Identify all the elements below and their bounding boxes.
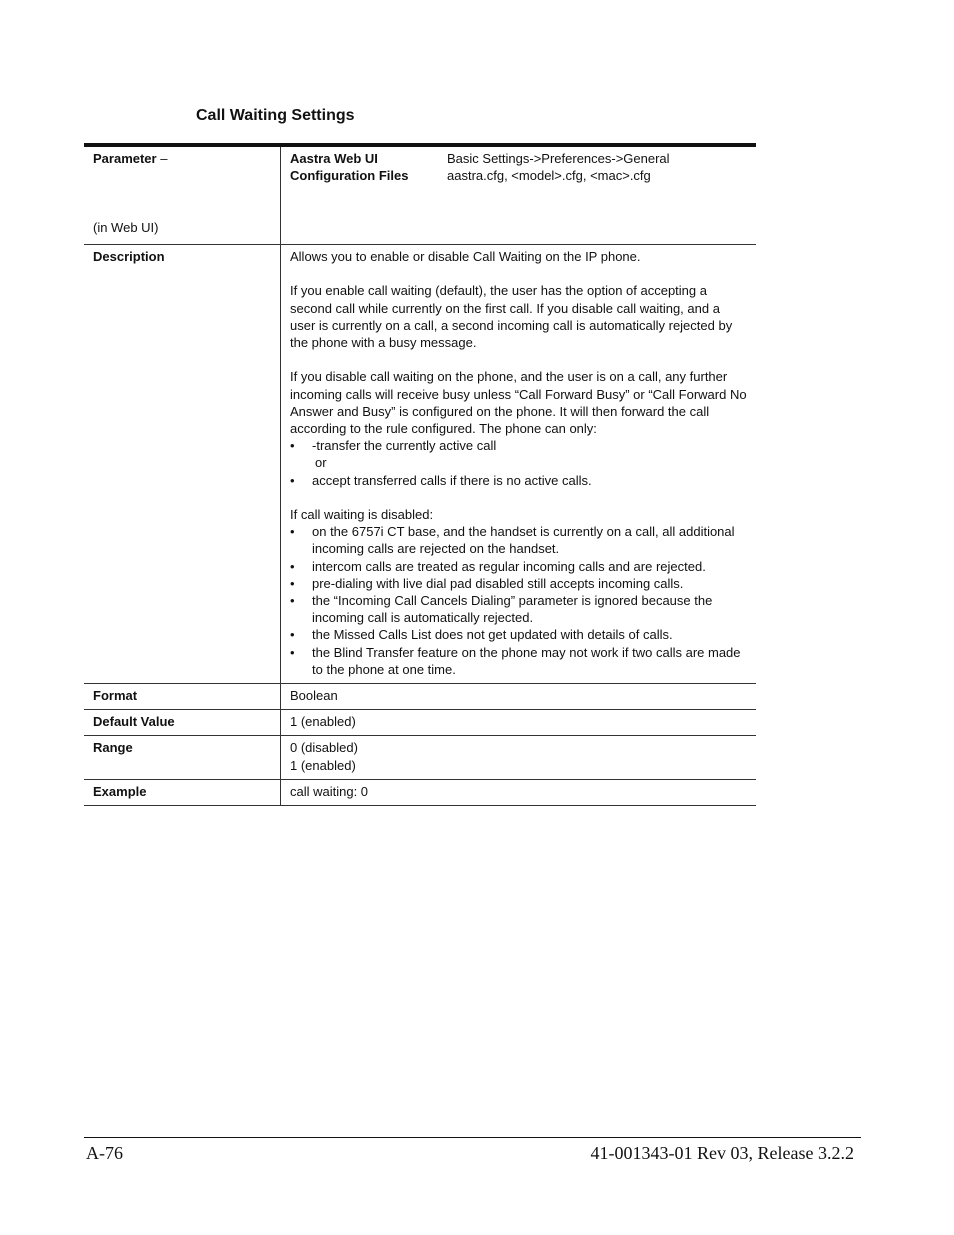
description-paragraph-1: Allows you to enable or disable Call Waiting on the IP phone.	[290, 249, 641, 264]
default-value-value: 1 (enabled)	[281, 710, 757, 736]
format-value: Boolean	[281, 684, 757, 710]
parameter-value-cell	[281, 145, 757, 245]
example-label: Example	[84, 779, 281, 805]
document-id: 41-001343-01 Rev 03, Release 3.2.2	[590, 1143, 854, 1163]
config-files-key: Configuration Files	[290, 168, 409, 184]
footer-divider	[84, 1137, 861, 1138]
config-files-value: aastra.cfg, <model>.cfg, <mac>.cfg	[447, 168, 651, 184]
table-row-default-value	[84, 710, 756, 736]
table-row-description	[84, 245, 756, 684]
accept-bullet-list	[290, 472, 748, 489]
list-item: • pre-dialing with live dial pad disabled still accepts incoming calls.	[290, 575, 748, 592]
list-item: • -transfer the currently active call	[290, 437, 748, 454]
web-ui-key: Aastra Web UI	[290, 151, 378, 166]
default-value-label: Default Value	[84, 710, 281, 736]
or-text: or	[315, 455, 327, 471]
table-row-example	[84, 779, 756, 805]
disabled-bullet-list	[290, 523, 748, 678]
table-row-range	[84, 736, 756, 779]
parameter-table	[84, 143, 756, 806]
example-value: call waiting: 0	[281, 779, 757, 805]
parameter-sub-label: (in Web UI)	[93, 220, 159, 235]
description-label: Description	[84, 245, 281, 684]
web-ui-value: Basic Settings->Preferences->General	[447, 151, 670, 166]
list-item: • accept transferred calls if there is no active calls.	[290, 472, 748, 489]
format-label: Format	[84, 684, 281, 710]
transfer-bullet-list	[290, 437, 748, 454]
range-values-cell	[281, 736, 757, 779]
table-row-format	[84, 684, 756, 710]
range-label: Range	[84, 736, 281, 779]
description-paragraph-2: If you enable call waiting (default), the user has the option of accepting a second call while currently on the first call. If you disable call waiting, and a user is currently on a call, a second incoming call is automatically rejected by the phone with a busy message.	[290, 283, 733, 350]
parameter-label-cell	[84, 145, 281, 245]
range-value-enabled: 1 (enabled)	[290, 757, 356, 773]
section-title: Call Waiting Settings	[196, 107, 355, 124]
list-item: • on the 6757i CT base, and the handset is currently on a call, all additional incoming calls are rejected on the handset.	[290, 523, 748, 557]
range-value-disabled: 0 (disabled)	[290, 740, 358, 756]
description-paragraph-3: If you disable call waiting on the phone, and the user is on a call, any further incoming calls will receive busy unless “Call Forward Busy” or “Call Forward No Answer and Busy” is configured on the phone. It will then forward the call according to the rule configured. The phone can only:	[290, 369, 747, 436]
list-item: • the Missed Calls List does not get updated with details of calls.	[290, 626, 748, 643]
description-paragraph-4: If call waiting is disabled:	[290, 507, 434, 522]
parameter-label-suffix: –	[156, 151, 168, 166]
list-item: • the “Incoming Call Cancels Dialing” parameter is ignored because the incoming call is automatically rejected.	[290, 592, 748, 626]
parameter-label: Parameter	[93, 151, 157, 166]
page-number: A-76	[86, 1143, 123, 1163]
list-item: • the Blind Transfer feature on the phone may not work if two calls are made to the phone at one time.	[290, 644, 748, 678]
description-cell	[281, 245, 757, 684]
table-row-parameter	[84, 145, 756, 245]
parameter-grid	[290, 150, 748, 184]
list-item: • intercom calls are treated as regular incoming calls and are rejected.	[290, 558, 748, 575]
